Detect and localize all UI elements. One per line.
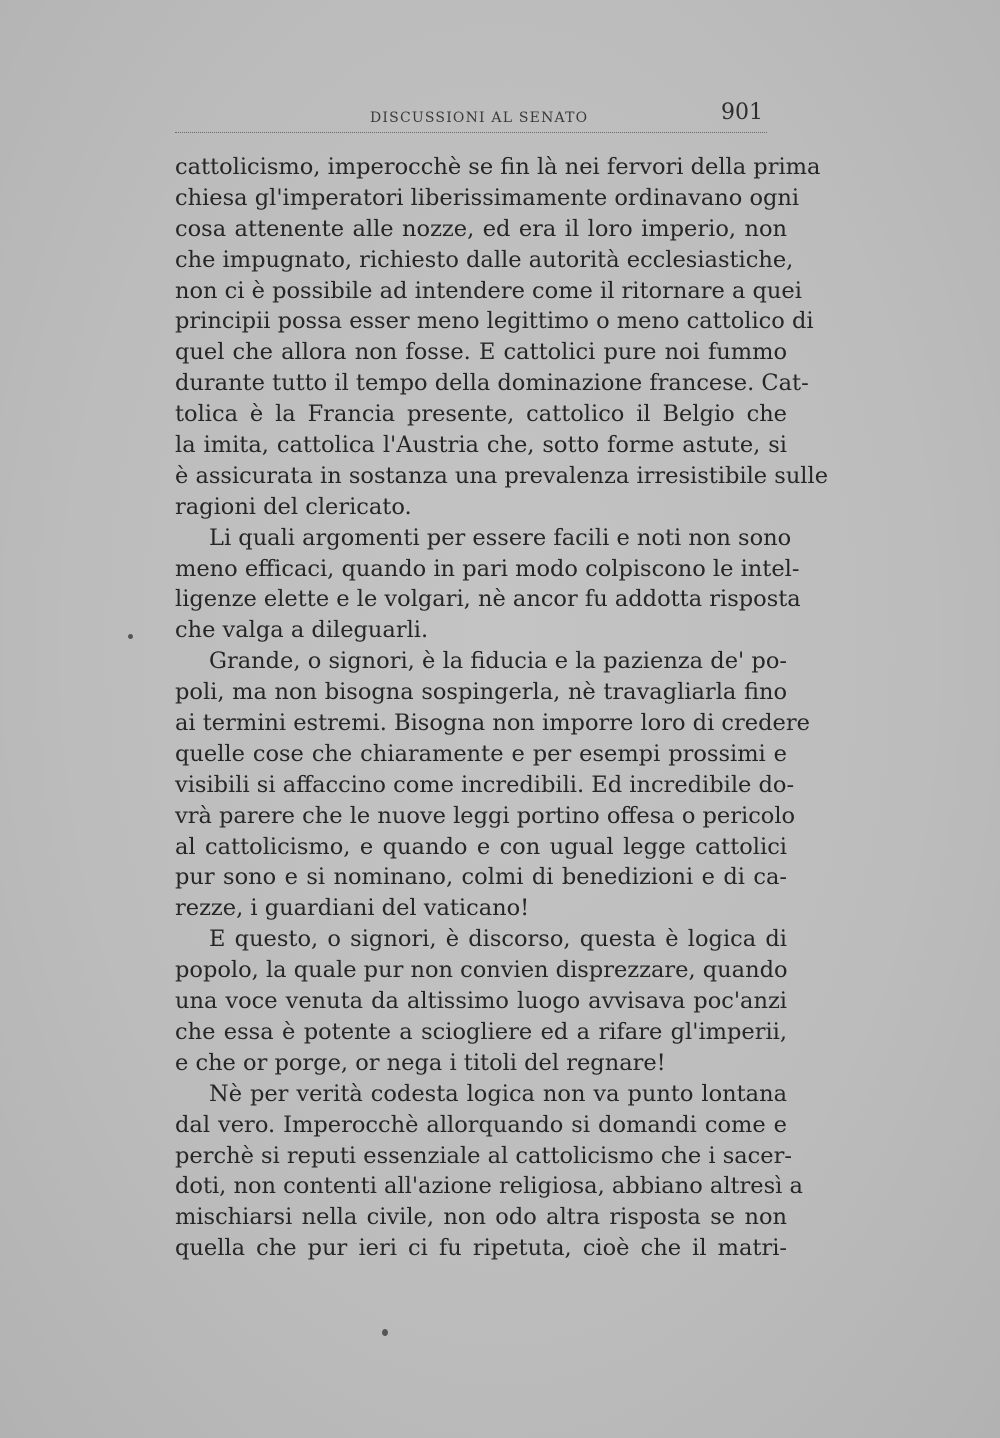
text-line: dal vero. Imperocchè allorquando si domandi come e [175, 1111, 787, 1138]
text-line: visibili si affaccino come incredibili. Ed incredibile do- [175, 771, 795, 798]
body-text [175, 152, 829, 1264]
text-line: vrà parere che le nuove leggi portino offesa o pericolo [175, 802, 796, 829]
text-line: meno efficaci, quando in pari modo colpiscono le intel- [175, 555, 800, 582]
text-line: tolica è la Francia presente, cattolico il Belgio che [175, 401, 787, 428]
text-line: durante tutto il tempo della dominazione francese. Cat- [175, 370, 809, 397]
text-line: che valga a dileguarli. [175, 617, 429, 644]
text-line: quelle cose che chiaramente e per esempi prossimi e [175, 740, 787, 767]
text-line: chiesa gl'imperatori liberissimamente ordinavano ogni [175, 184, 800, 211]
text-line: Li quali argomenti per essere facili e noti non sono [209, 524, 792, 551]
running-title: DISCUSSIONI AL SENATO [370, 110, 589, 126]
text-line: ligenze elette e le volgari, nè ancor fu addotta risposta [175, 586, 801, 613]
text-line: quel che allora non fosse. E cattolici pure noi fummo [175, 339, 787, 366]
text-line: una voce venuta da altissimo luogo avvisava poc'anzi [175, 988, 787, 1015]
text-line: popolo, la quale pur non convien disprezzare, quando [175, 957, 788, 984]
ink-speck [128, 634, 133, 639]
text-line: la imita, cattolica l'Austria che, sotto forme astute, si [175, 432, 787, 459]
text-line: Grande, o signori, è la fiducia e la pazienza de' po- [209, 648, 787, 675]
text-line: è assicurata in sostanza una prevalenza irresistibile sulle [175, 462, 829, 489]
text-line: perchè si reputi essenziale al cattolicismo che i sacer- [175, 1142, 792, 1169]
text-line: poli, ma non bisogna sospingerla, nè travagliarla fino [175, 679, 787, 706]
text-line: ragioni del clericato. [175, 493, 412, 520]
text-line: Nè per verità codesta logica non va punto lontana [209, 1080, 787, 1107]
text-line: che essa è potente a sciogliere ed a rifare gl'imperii, [175, 1018, 787, 1045]
text-line: mischiarsi nella civile, non odo altra risposta se non [175, 1204, 787, 1231]
text-line: cattolicismo, imperocchè se fin là nei fervori della prima [175, 154, 821, 180]
text-line: pur sono e si nominano, colmi di benedizioni e di ca- [175, 864, 787, 891]
text-line: rezze, i guardiani del vaticano! [175, 895, 530, 922]
running-head [175, 98, 767, 134]
text-line: E questo, o signori, è discorso, questa è logica di [209, 926, 787, 953]
header-rule [175, 132, 767, 133]
text-line: ai termini estremi. Bisogna non imporre loro di credere [175, 710, 810, 737]
text-line: cosa attenente alle nozze, ed era il loro imperio, non [175, 215, 787, 242]
text-line: non ci è possibile ad intendere come il ritornare a quei [175, 277, 802, 304]
text-line: e che or porge, or nega i titoli del regnare! [175, 1049, 666, 1076]
text-line: al cattolicismo, e quando e con ugual legge cattolici [175, 833, 787, 860]
ink-speck [382, 1329, 388, 1336]
page-number: 901 [721, 100, 763, 125]
text-line: che impugnato, richiesto dalle autorità ecclesiastiche, [175, 246, 794, 273]
text-line: doti, non contenti all'azione religiosa, abbiano altresì a [175, 1173, 803, 1200]
text-line: principii possa esser meno legittimo o meno cattolico di [175, 308, 814, 335]
text-line: quella che pur ieri ci fu ripetuta, cioè che il matri- [175, 1235, 787, 1262]
